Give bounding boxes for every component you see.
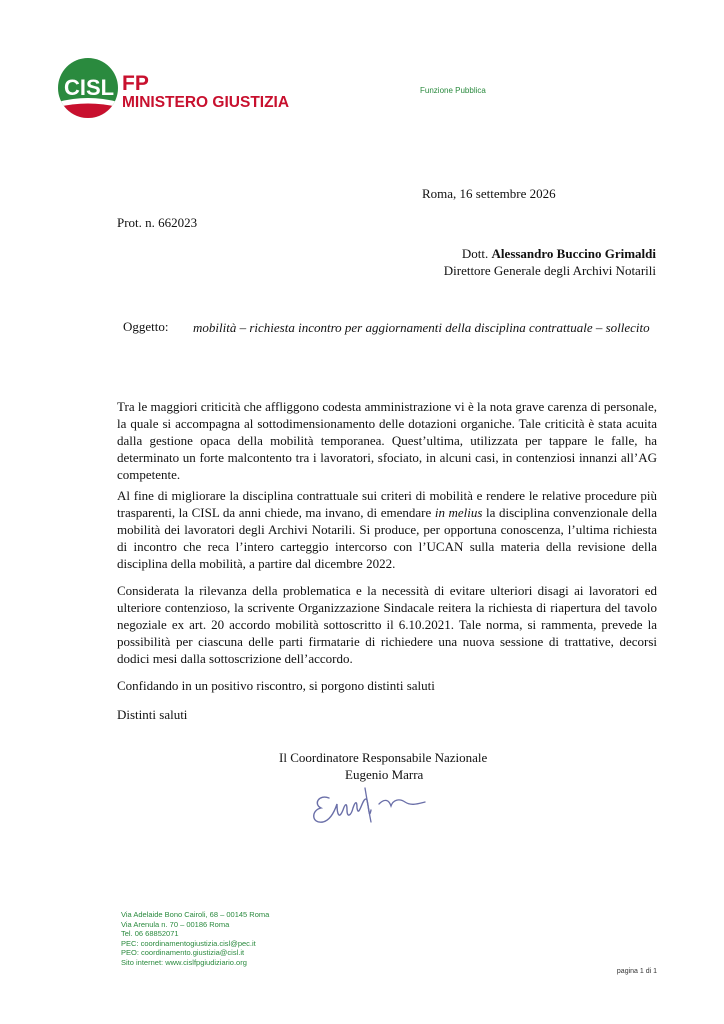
footer-website: Sito internet: www.cislfpgiudiziario.org — [121, 957, 247, 967]
recipient-name-line — [444, 245, 656, 262]
letter-date: Roma, 16 settembre 2026 — [422, 186, 556, 201]
signature-title: Il Coordinatore Responsabile Nazionale — [279, 750, 488, 765]
body-paragraph-2 — [117, 487, 657, 572]
handwritten-signature-icon — [305, 780, 435, 830]
footer-contacts — [121, 910, 269, 967]
footer-address-1: Via Adelaide Bono Cairoli, 68 – 00145 Roma — [121, 910, 270, 919]
body-paragraph-5: Distinti saluti — [117, 707, 188, 722]
recipient-name: Alessandro Buccino Grimaldi — [491, 246, 656, 261]
body-paragraph-4: Confidando in un positivo riscontro, si porgono distinti saluti — [117, 678, 435, 693]
letterhead-logo — [58, 58, 288, 120]
p2-part-b: la disciplina convenzionale della mobilità dei lavoratori degli Archivi Notarili. Si produce, per opportuna conoscenza, l’ultima richiesta di incontro che reca l’intero carteggio intercorso con l’UCAN sulla materia della revisione della disciplina della mobilità, a partire dal dicembre 2022. — [117, 505, 658, 571]
signature-name: Eugenio Marra — [345, 767, 424, 782]
protocol-number: Prot. n. 662023 — [117, 215, 198, 230]
recipient-role: Direttore Generale degli Archivi Notarili — [443, 263, 656, 278]
footer-pec: PEC: coordinamentogiustizia.cisl@pec.it — [121, 938, 256, 948]
footer-phone: Tel. 06 68852071 — [121, 929, 179, 938]
footer-peo: PEO: coordinamento.giustizia@cisl.it — [121, 948, 245, 957]
subject-text: mobilità – richiesta incontro per aggiornamenti della disciplina contrattuale – sollecito — [193, 320, 650, 335]
tagline: Funzione Pubblica — [420, 86, 486, 95]
recipient-prefix: Dott. — [461, 246, 492, 261]
page-number: pagina 1 di 1 — [616, 968, 657, 975]
recipient-block — [444, 245, 656, 279]
logo-subtitle: MINISTERO GIUSTIZIA — [122, 94, 290, 111]
p2-part-a: Al fine di migliorare la disciplina contrattuale sui criteri di mobilità e rendere le relative procedure più trasparenti, la CISL da anni chiede, ma invano, di emendare — [117, 488, 657, 520]
footer-address-2: Via Arenula n. 70 – 00186 Roma — [121, 919, 230, 929]
p2-emphasis: in melius — [434, 505, 483, 520]
logo-cisl-text: CISL — [64, 75, 115, 100]
body-paragraph-3: Considerata la rilevanza della problematica e la necessità di evitare ulteriori disagi ai lavoratori ed ulteriore contenzioso, la scrivente Organizzazione Sindacale reitera la richiesta di riapertura del tavolo negoziale ex art. 20 accordo mobilità sottoscritto il 6.10.2021. Tale norma, si rammenta, prevede la possibilità per ciascuna delle parti firmatarie di richiedere una nuova sessione di trattative, decorsi dodici mesi dalla sottoscrizione dell’accordo. — [117, 583, 657, 666]
subject-label: Oggetto: — [123, 319, 169, 334]
logo-fp-text: FP — [122, 72, 149, 95]
body-paragraph-1: Tra le maggiori criticità che affliggono codesta amministrazione vi è la nota grave carenza di personale, la quale si accompagna al sottodimensionamento delle dotazioni organiche. Tale criticità è stata acuita dalla gestione opaca della mobilità temporanea. Quest’ultima, utilizzata per tappare le falle, ha determinato un forte malcontento tra i lavoratori, sfociato, in alcuni casi, in contenziosi innanzi all’AG competente. — [117, 399, 657, 482]
